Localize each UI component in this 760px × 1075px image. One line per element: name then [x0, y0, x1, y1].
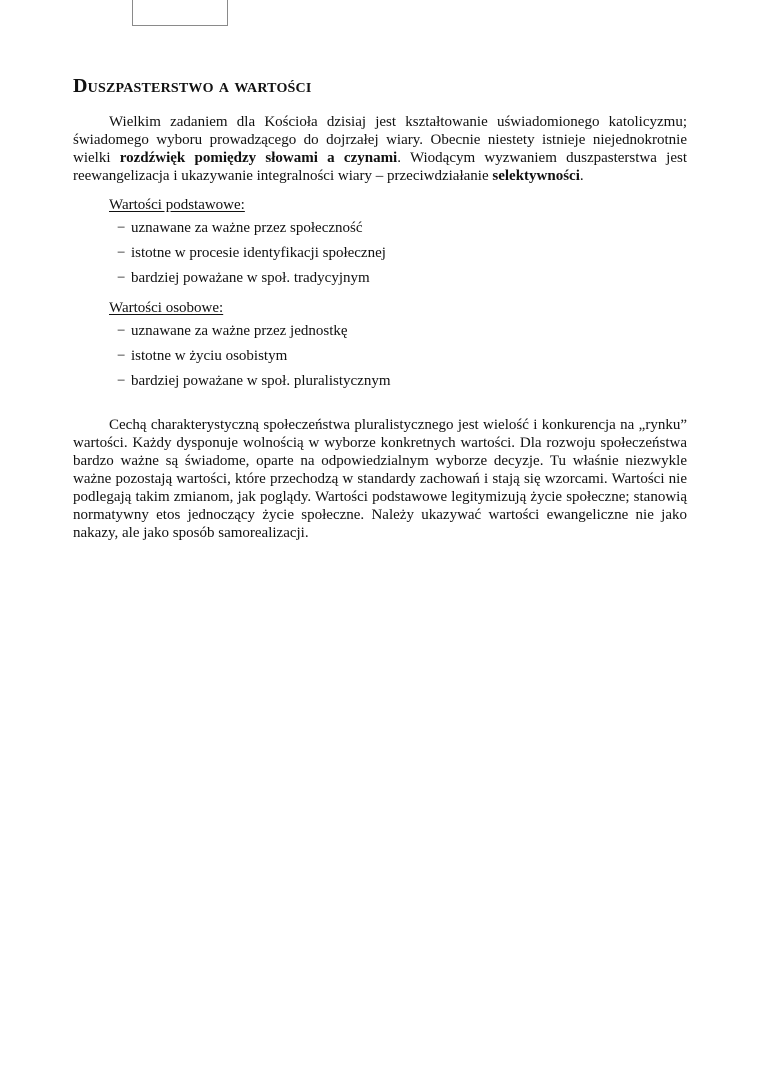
list-item-text: bardziej poważane w społ. tradycyjnym — [131, 270, 370, 286]
list-item — [109, 372, 687, 390]
intro-paragraph — [73, 113, 687, 185]
intro-text-1: Wielkim zadaniem dla Kościoła dzisiaj jest kształtowanie uświadomionego katolicyzmu; świadomego wyboru prowadzącego do dojrzałej wiary. Obecnie niestety istnieje niejednokrotnie wielki — [73, 114, 687, 166]
personal-values-list — [109, 322, 687, 390]
pluralism-paragraph: Cechą charakterystyczną społeczeństwa pluralistycznego jest wielość i konkurencja na „rynku” wartości. Każdy dysponuje wolnością w wyborze konkretnych wartości. Dla rozwoju społeczeństwa bardzo ważne są świadome, oparte na odpowiedzialnym wyborze decyzje. Tu właśnie niezwykle ważne pozostają wartości, które przechodzą w standardy zachowań i stają się wzorcami. Wartości nie podlegają takim zmianom, jak poglądy. Wartości podstawowe legitymizują życie społeczne; stanowią normatywny etos jednoczący życie społeczne. Należy ukazywać wartości ewangeliczne nie jako nakazy, ale jako sposób samorealizacji. — [73, 417, 687, 541]
section-title: Duszpasterstwo a wartości — [73, 75, 312, 97]
list-item — [109, 322, 687, 340]
list-item — [109, 269, 687, 287]
intro-bold-1: rozdźwięk pomiędzy słowami a czynami — [119, 150, 398, 166]
list-item-text: uznawane za ważne przez społeczność — [131, 220, 363, 236]
list-personal-values — [109, 298, 687, 390]
list-basic-values — [109, 195, 687, 287]
header-frame — [132, 0, 228, 26]
list-item — [109, 244, 687, 262]
intro-text-2: . Wiodącym wyzwaniem duszpasterstwa jest reewangelizacja i ukazywanie integralności wiary – przeciwdziałanie — [73, 150, 687, 184]
list-item-text: uznawane za ważne przez jednostkę — [131, 323, 348, 339]
list-heading-personal: Wartości osobowe: — [109, 300, 224, 316]
list-item — [109, 219, 687, 237]
dash-bullet: − — [117, 245, 126, 261]
dash-bullet: − — [117, 323, 126, 339]
intro-text-3: . — [579, 168, 584, 184]
dash-bullet: − — [117, 220, 126, 236]
basic-values-list — [109, 219, 687, 287]
list-item-text: istotne w życiu osobistym — [131, 348, 288, 364]
list-item — [109, 347, 687, 365]
dash-bullet: − — [117, 373, 126, 389]
list-heading-basic: Wartości podstawowe: — [109, 197, 245, 213]
list-item-text: bardziej poważane w społ. pluralistycznym — [131, 373, 391, 389]
document-content — [73, 72, 687, 542]
intro-bold-2: selektywności — [492, 168, 580, 184]
dash-bullet: − — [117, 348, 126, 364]
dash-bullet: − — [117, 270, 126, 286]
list-item-text: istotne w procesie identyfikacji społecznej — [131, 245, 386, 261]
